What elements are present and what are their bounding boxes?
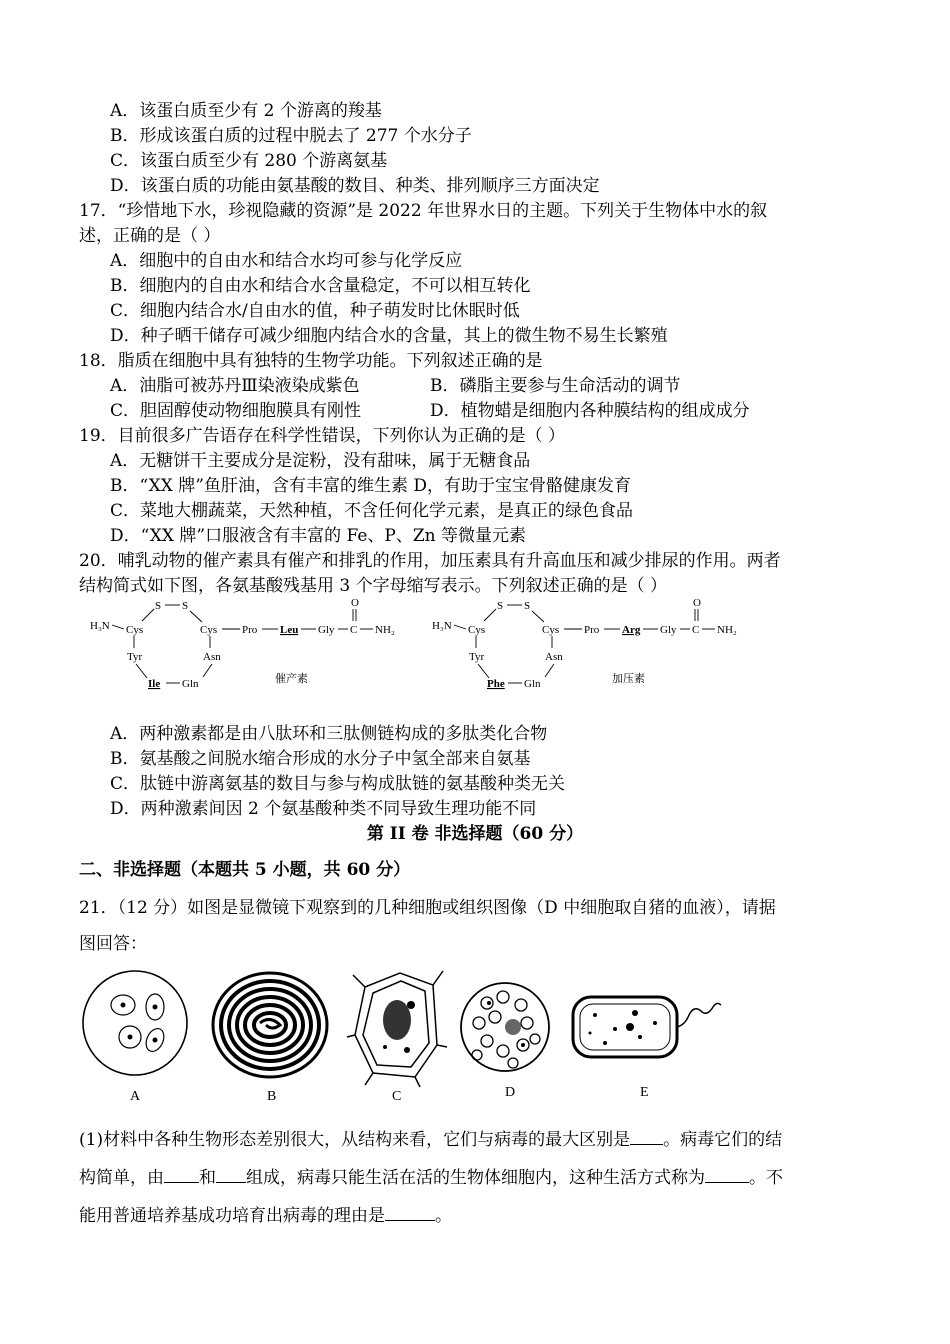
oxytocin-o: O bbox=[351, 598, 359, 609]
q20-option-c: C．肽链中游离氨基的数目与参与构成肽链的氨基酸种类无关 bbox=[110, 774, 566, 794]
q16-option-c: C．该蛋白质至少有 280 个游离氨基 bbox=[110, 151, 388, 171]
q21-part1-line2 bbox=[79, 1166, 783, 1190]
q20-option-d: D．两种激素间因 2 个氨基酸种类不同导致生理功能不同 bbox=[110, 799, 537, 819]
hormone-structure-figure bbox=[90, 598, 750, 698]
q21-part1-line3 bbox=[79, 1204, 452, 1228]
vasopressin-cys2: Cys bbox=[542, 624, 560, 636]
q17-option-b: B．细胞内的自由水和结合水含量稳定，不可以相互转化 bbox=[110, 276, 531, 296]
figure-label-e: E bbox=[640, 1085, 649, 1100]
vasopressin-structure bbox=[432, 598, 737, 690]
q20-option-b: B．氨基酸之间脱水缩合形成的水分子中氢全部来自氨基 bbox=[110, 749, 531, 769]
cell-figure-e bbox=[573, 997, 721, 1057]
section-heading: 二、非选择题（本题共 5 小题，共 60 分） bbox=[79, 860, 411, 880]
answer-blank-4[interactable] bbox=[705, 1166, 749, 1183]
q18-stem: 18．脂质在细胞中具有独特的生物学功能。下列叙述正确的是 bbox=[79, 351, 543, 371]
oxytocin-tyr: Tyr bbox=[127, 651, 143, 663]
q21-part1-text-c: 构简单，由 bbox=[79, 1168, 164, 1188]
q21-part1-text-g: 能用普通培养基成功培育出病毒的理由是 bbox=[79, 1206, 385, 1226]
q21-part1-text-b: 。病毒它们的结 bbox=[663, 1130, 783, 1150]
q19-option-b: B．“XX 牌”鱼肝油，含有丰富的维生素 D，有助于宝宝骨骼健康发育 bbox=[110, 476, 631, 496]
q16-option-d: D．该蛋白质的功能由氨基酸的数目、种类、排列顺序三方面决定 bbox=[110, 176, 600, 196]
oxytocin-n: H₃N bbox=[90, 620, 110, 632]
q21-part1-text-d: 和 bbox=[199, 1168, 216, 1188]
q20-option-a: A．两种激素都是由八肽环和三肽侧链构成的多肽类化合物 bbox=[110, 724, 548, 744]
oxytocin-s2: S bbox=[182, 600, 189, 612]
vasopressin-pro: Pro bbox=[584, 624, 600, 636]
q17-option-d: D．种子晒干储存可减少细胞内结合水的含量，其上的微生物不易生长繁殖 bbox=[110, 326, 668, 346]
figure-label-a: A bbox=[130, 1089, 141, 1104]
figure-label-d: D bbox=[505, 1085, 516, 1100]
q21-part1-text-e: 组成，病毒只能生活在活的生物体细胞内，这种生活方式称为 bbox=[246, 1168, 705, 1188]
figure-label-c: C bbox=[392, 1089, 402, 1104]
q20-stem-line1: 20．哺乳动物的催产素具有催产和排乳的作用，加压素具有升高血压和减少排尿的作用。两者 bbox=[79, 551, 781, 571]
oxytocin-name: 催产素 bbox=[275, 673, 308, 685]
oxytocin-gln: Gln bbox=[182, 678, 199, 690]
q19-option-c: C．菜地大棚蔬菜，天然种植，不含任何化学元素，是真正的绿色食品 bbox=[110, 501, 634, 521]
vasopressin-o: O bbox=[693, 598, 701, 609]
q21-part1-text-a: (1)材料中各种生物形态差别很大，从结构来看，它们与病毒的最大区别是 bbox=[79, 1130, 631, 1150]
vasopressin-c: C bbox=[692, 624, 700, 636]
q17-option-a: A．细胞中的自由水和结合水均可参与化学反应 bbox=[110, 251, 463, 271]
oxytocin-gly: Gly bbox=[318, 624, 335, 636]
oxytocin-structure bbox=[90, 598, 395, 690]
cell-figures bbox=[75, 965, 755, 1090]
cell-figure-d bbox=[461, 983, 549, 1071]
q19-stem: 19．目前很多广告语存在科学性错误，下列你认为正确的是（ ） bbox=[79, 426, 566, 446]
q21-part1-text-h: 。 bbox=[435, 1206, 452, 1226]
q17-option-c: C．细胞内结合水/自由水的值，种子萌发时比休眠时低 bbox=[110, 301, 520, 321]
vasopressin-tyr: Tyr bbox=[469, 651, 485, 663]
q21-stem-line1: 21．（12 分）如图是显微镜下观察到的几种细胞或组织图像（D 中细胞取自猪的血液），请据 bbox=[79, 898, 776, 918]
oxytocin-cys1: Cys bbox=[126, 624, 144, 636]
vasopressin-nh2: NH₂ bbox=[717, 624, 737, 636]
q16-option-a: A．该蛋白质至少有 2 个游离的羧基 bbox=[110, 101, 382, 121]
oxytocin-ile: Ile bbox=[148, 678, 161, 690]
part2-title: 第 II 卷 非选择题（60 分） bbox=[366, 824, 584, 844]
oxytocin-leu: Leu bbox=[280, 624, 299, 636]
oxytocin-nh2: NH₂ bbox=[375, 624, 395, 636]
answer-blank-3[interactable] bbox=[216, 1166, 246, 1183]
q21-part1-text-f: 。不 bbox=[749, 1168, 783, 1188]
oxytocin-asn: Asn bbox=[203, 651, 221, 663]
q17-stem-line2: 述，正确的是（ ） bbox=[79, 226, 221, 246]
vasopressin-gln: Gln bbox=[524, 678, 541, 690]
vasopressin-n: H₃N bbox=[432, 620, 452, 632]
q21-stem-line2: 图回答： bbox=[79, 934, 147, 954]
vasopressin-s1: S bbox=[497, 600, 504, 612]
oxytocin-c: C bbox=[350, 624, 358, 636]
vasopressin-phe: Phe bbox=[487, 678, 505, 690]
vasopressin-s2: S bbox=[524, 600, 531, 612]
q20-stem-line2: 结构简式如下图，各氨基酸残基用 3 个字母缩写表示。下列叙述正确的是（ ） bbox=[79, 576, 668, 596]
answer-blank-5[interactable] bbox=[385, 1204, 435, 1221]
answer-blank-1[interactable] bbox=[630, 1128, 663, 1145]
oxytocin-cys2: Cys bbox=[200, 624, 218, 636]
answer-blank-2[interactable] bbox=[164, 1166, 199, 1183]
q19-option-d: D．“XX 牌”口服液含有丰富的 Fe、P、Zn 等微量元素 bbox=[110, 526, 527, 546]
vasopressin-gly: Gly bbox=[660, 624, 677, 636]
q18-option-a: A．油脂可被苏丹Ⅲ染液染成紫色 bbox=[110, 376, 360, 396]
figure-label-b: B bbox=[267, 1089, 277, 1104]
vasopressin-asn: Asn bbox=[545, 651, 563, 663]
vasopressin-cys1: Cys bbox=[468, 624, 486, 636]
q17-stem-line1: 17．“珍惜地下水，珍视隐藏的资源”是 2022 年世界水日的主题。下列关于生物体中水的叙 bbox=[79, 201, 768, 221]
q18-option-d: D．植物蜡是细胞内各种膜结构的组成成分 bbox=[430, 401, 750, 421]
vasopressin-arg: Arg bbox=[622, 624, 641, 636]
oxytocin-pro: Pro bbox=[242, 624, 258, 636]
q21-part1-line1 bbox=[79, 1128, 782, 1152]
q19-option-a: A．无糖饼干主要成分是淀粉，没有甜味，属于无糖食品 bbox=[110, 451, 531, 471]
cell-figure-a bbox=[83, 971, 187, 1075]
cell-figure-c bbox=[347, 971, 447, 1087]
q18-option-b: B．磷脂主要参与生命活动的调节 bbox=[430, 376, 681, 396]
cell-figure-b bbox=[213, 973, 327, 1077]
q16-option-b: B．形成该蛋白质的过程中脱去了 277 个水分子 bbox=[110, 126, 472, 146]
vasopressin-name: 加压素 bbox=[612, 673, 645, 685]
q18-option-c: C．胆固醇使动物细胞膜具有刚性 bbox=[110, 401, 362, 421]
oxytocin-s1: S bbox=[155, 600, 162, 612]
